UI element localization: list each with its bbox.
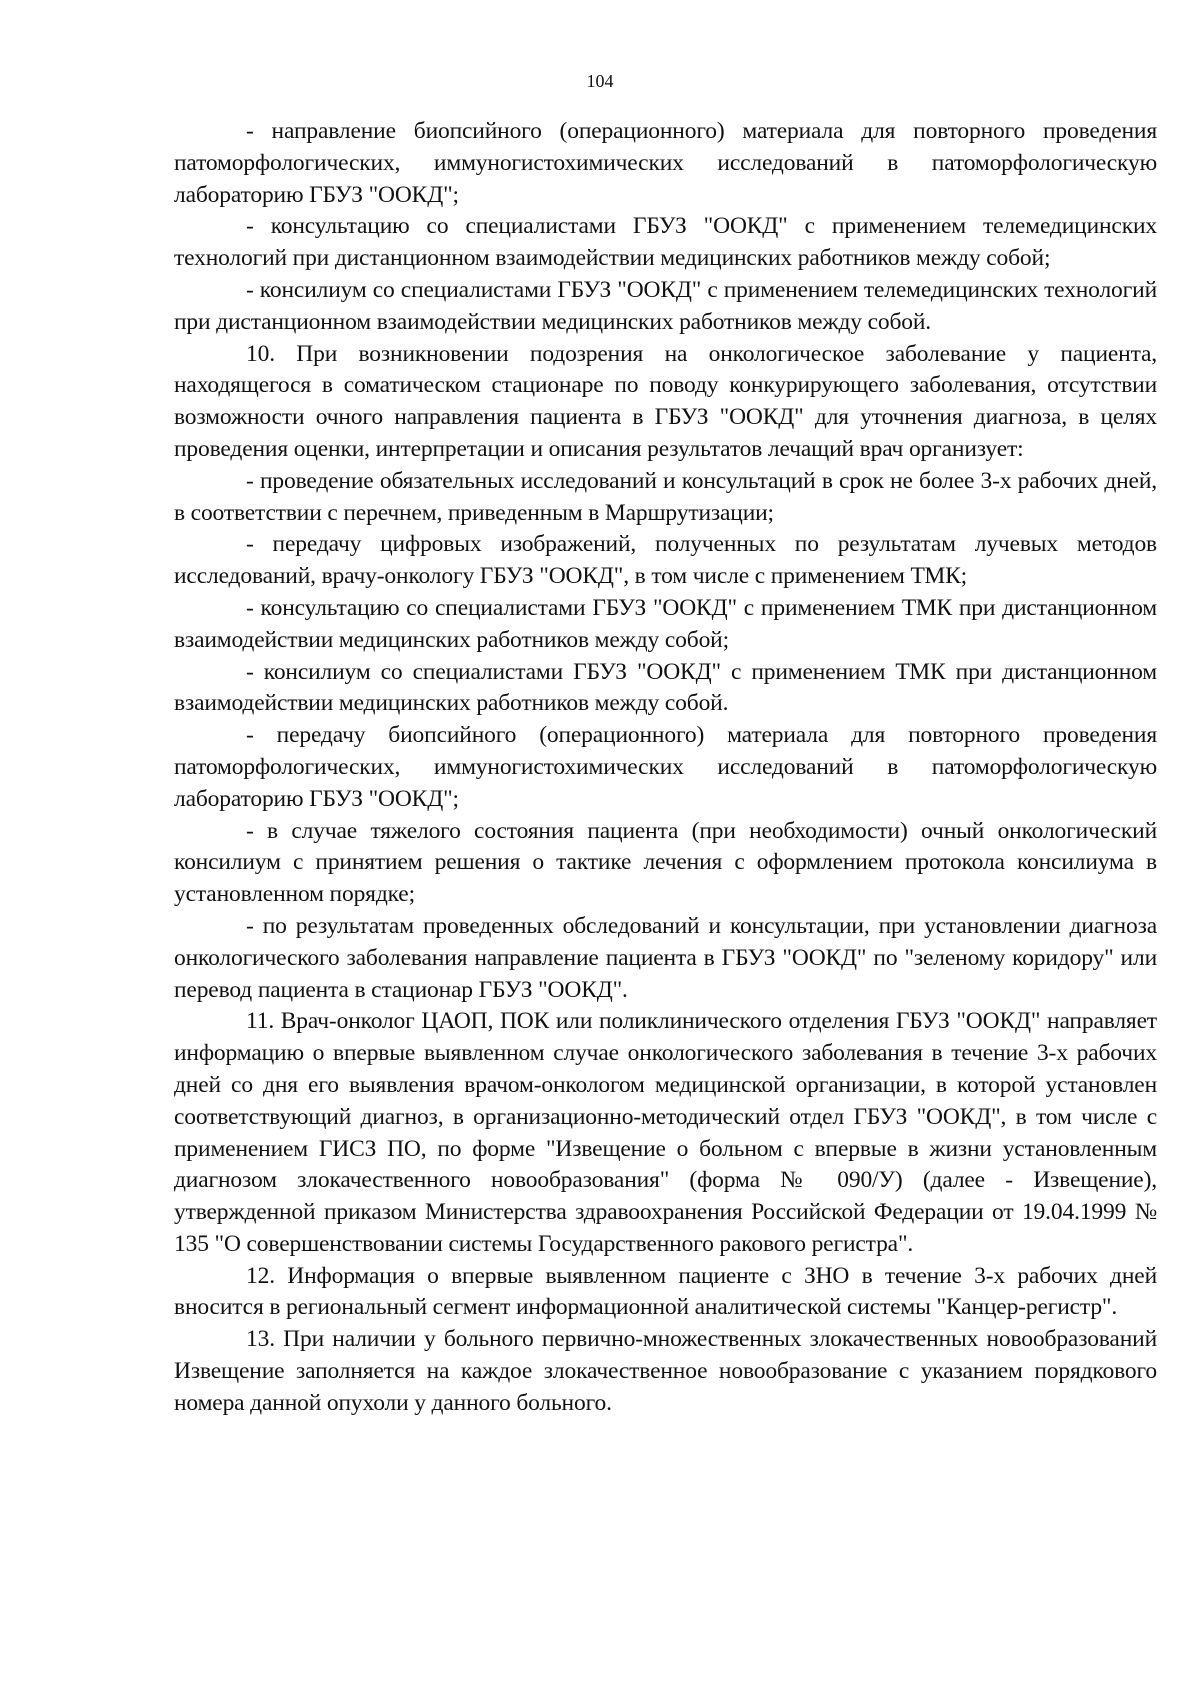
paragraph-tmk-consultation: - консультацию со специалистами ГБУЗ "ООКД" с применением ТМК при дистанционном взаимодействии медицинских работников между собой; xyxy=(174,594,1157,653)
paragraph-item-13: 13. При наличии у больного первично-множественных злокачественных новообразований Извещение заполняется на каждое злокачественное новообразование с указанием порядкового номера данной опухоли у данного больного. xyxy=(174,1326,1157,1416)
paragraph-item-10: 10. При возникновении подозрения на онкологическое заболевание у пациента, находящегося в соматическом стационаре по поводу конкурирующего заболевания, отсутствии возможности очного направления пациента в ГБУЗ "ООКД" для уточнения диагноза, в целях проведения оценки, интерпретации и описания результатов лечащий врач организует: xyxy=(174,340,1157,462)
paragraph-mandatory-exams: - проведение обязательных исследований и консультаций в срок не более 3-х рабочих дней, в соответствии с перечнем, приведенным в Маршрутизации; xyxy=(174,467,1157,526)
paragraph-biopsy-transfer: - передачу биопсийного (операционного) материала для повторного проведения патоморфологических, иммуногистохимических исследований в патоморфологическую лабораторию ГБУЗ "ООКД"; xyxy=(174,722,1157,812)
paragraph-item-11: 11. Врач-онколог ЦАОП, ПОК или поликлинического отделения ГБУЗ "ООКД" направляет информацию о впервые выявленном случае онкологического заболевания в течение 3-х рабочих дней со дня его выявления врачом-онкологом медицинской организации, в которой установлен соответствующий диагноз, в организационно-методический отдел ГБУЗ "ООКД", в том числе с применением ГИСЗ ПО, по форме "Извещение о больном с впервые в жизни установленным диагнозом злокачественного новообразования" (форма № 090/У) (далее - Извещение), утвержденной приказом Министерства здравоохранения Российской Федерации от 19.04.1999 № 135 "О совершенствовании системы Государственного ракового регистра". xyxy=(174,1008,1157,1257)
paragraph-telemedicine-consultation: - консультацию со специалистами ГБУЗ "ООКД" с применением телемедицинских технологий при дистанционном взаимодействии медицинских работников между собой; xyxy=(174,213,1157,272)
paragraph-telemedicine-council: - консилиум со специалистами ГБУЗ "ООКД" с применением телемедицинских технологий при дистанционном взаимодействии медицинских работников между собой. xyxy=(174,276,1157,335)
document-body xyxy=(174,116,1157,1420)
paragraph-biopsy-referral: - направление биопсийного (операционного) материала для повторного проведения патоморфологических, иммуногистохимических исследований в патоморфологическую лабораторию ГБУЗ "ООКД"; xyxy=(174,118,1157,208)
paragraph-severe-condition: - в случае тяжелого состояния пациента (при необходимости) очный онкологический консилиум с принятием решения о тактике лечения с оформлением протокола консилиума в установленном порядке; xyxy=(174,817,1157,908)
paragraph-tmk-council: - консилиум со специалистами ГБУЗ "ООКД" с применением ТМК при дистанционном взаимодействии медицинских работников между собой. xyxy=(174,658,1157,717)
paragraph-item-12: 12. Информация о впервые выявленном пациенте с ЗНО в течение 3-х рабочих дней вносится в региональный сегмент информационной аналитической системы "Канцер-регистр". xyxy=(174,1262,1157,1321)
page-number: 104 xyxy=(586,71,614,91)
paragraph-digital-images: - передачу цифровых изображений, полученных по результатам лучевых методов исследований, врачу-онкологу ГБУЗ "ООКД", в том числе с применением ТМК; xyxy=(174,531,1157,590)
paragraph-green-corridor: - по результатам проведенных обследований и консультации, при установлении диагноза онкологического заболевания направление пациента в ГБУЗ "ООКД" по "зеленому коридору" или перевод пациента в стационар ГБУЗ "ООКД". xyxy=(174,912,1157,1003)
